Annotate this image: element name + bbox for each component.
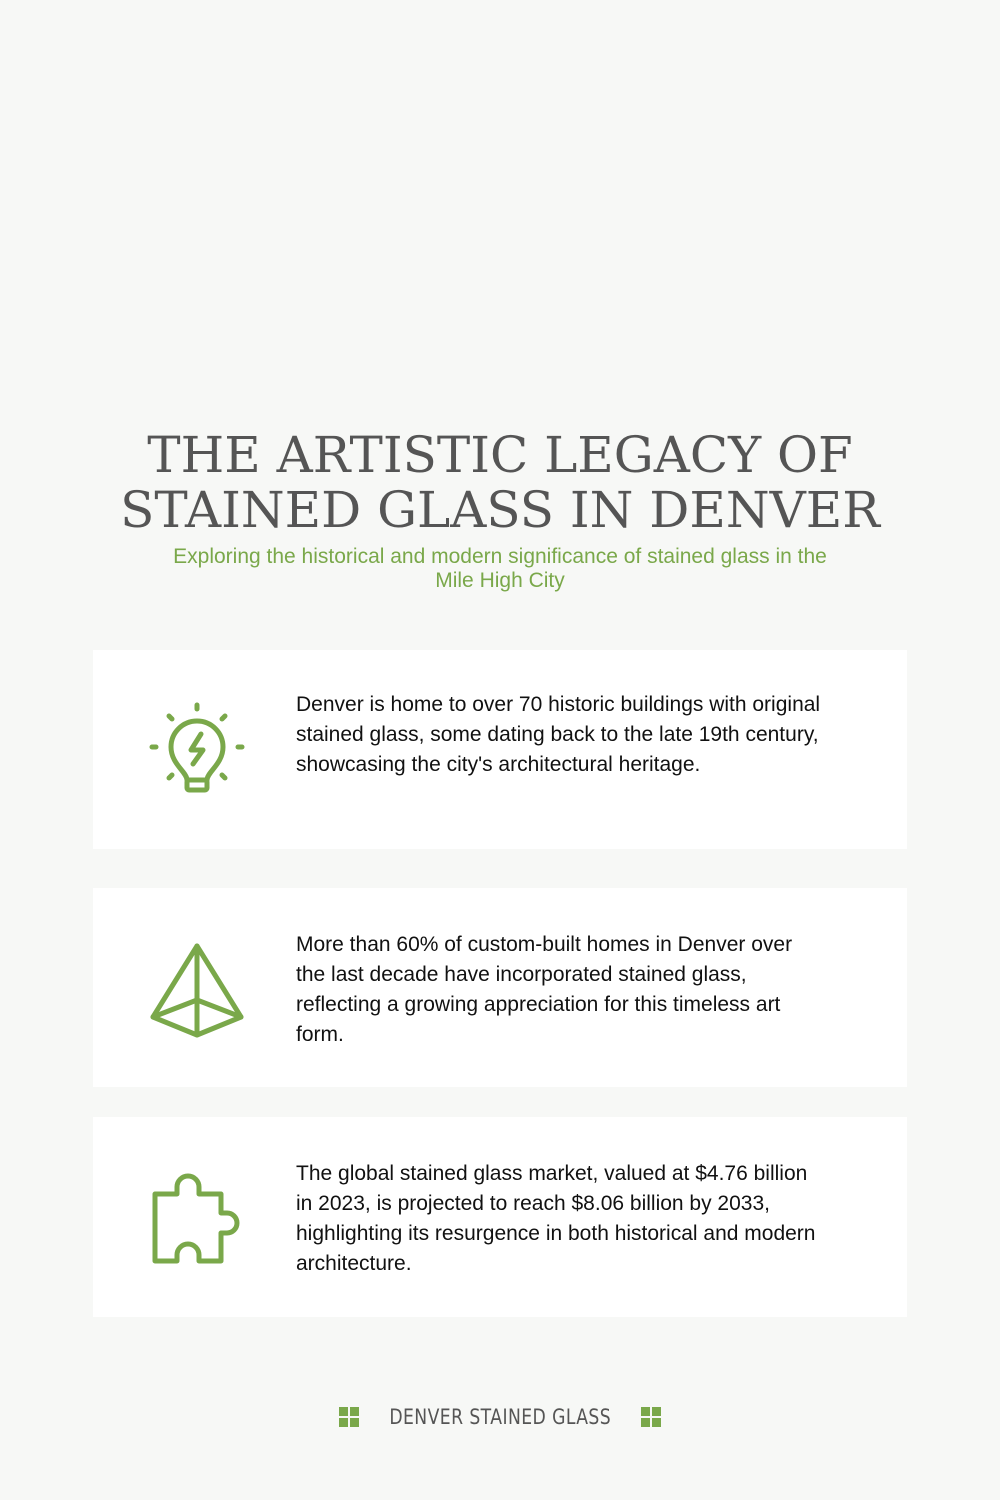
fact-text: Denver is home to over 70 historic buildings with original stained glass, some dating back to the late 19th century, showcasing the city's architectural heritage. [296,693,821,776]
lightbulb-bolt-icon [147,700,247,800]
page-title [0,428,1000,538]
fact-card-historic-buildings [93,650,907,849]
pyramid-icon [147,938,247,1038]
fact-text: The global stained glass market, valued at $4.76 billion in 2023, is projected to reach $8.06 billion by 2033, highlighting its resurgence in both historical and modern architecture. [296,1162,816,1275]
title-line-1: THE ARTISTIC LEGACY OF [147,426,853,484]
four-square-window-icon [339,1407,359,1427]
brand-footer [0,1405,1000,1429]
title-line-2: STAINED GLASS IN DENVER [120,481,880,539]
four-square-window-icon [641,1407,661,1427]
puzzle-piece-icon [147,1167,247,1267]
fact-card-custom-homes [93,888,907,1087]
brand-name: DENVER STAINED GLASS [389,1405,611,1429]
subtitle: Exploring the historical and modern significance of stained glass in the Mile High City [173,545,827,592]
fact-card-market [93,1117,907,1317]
fact-text: More than 60% of custom-built homes in Denver over the last decade have incorporated stained glass, reflecting a growing appreciation for this timeless art form. [296,933,793,1046]
